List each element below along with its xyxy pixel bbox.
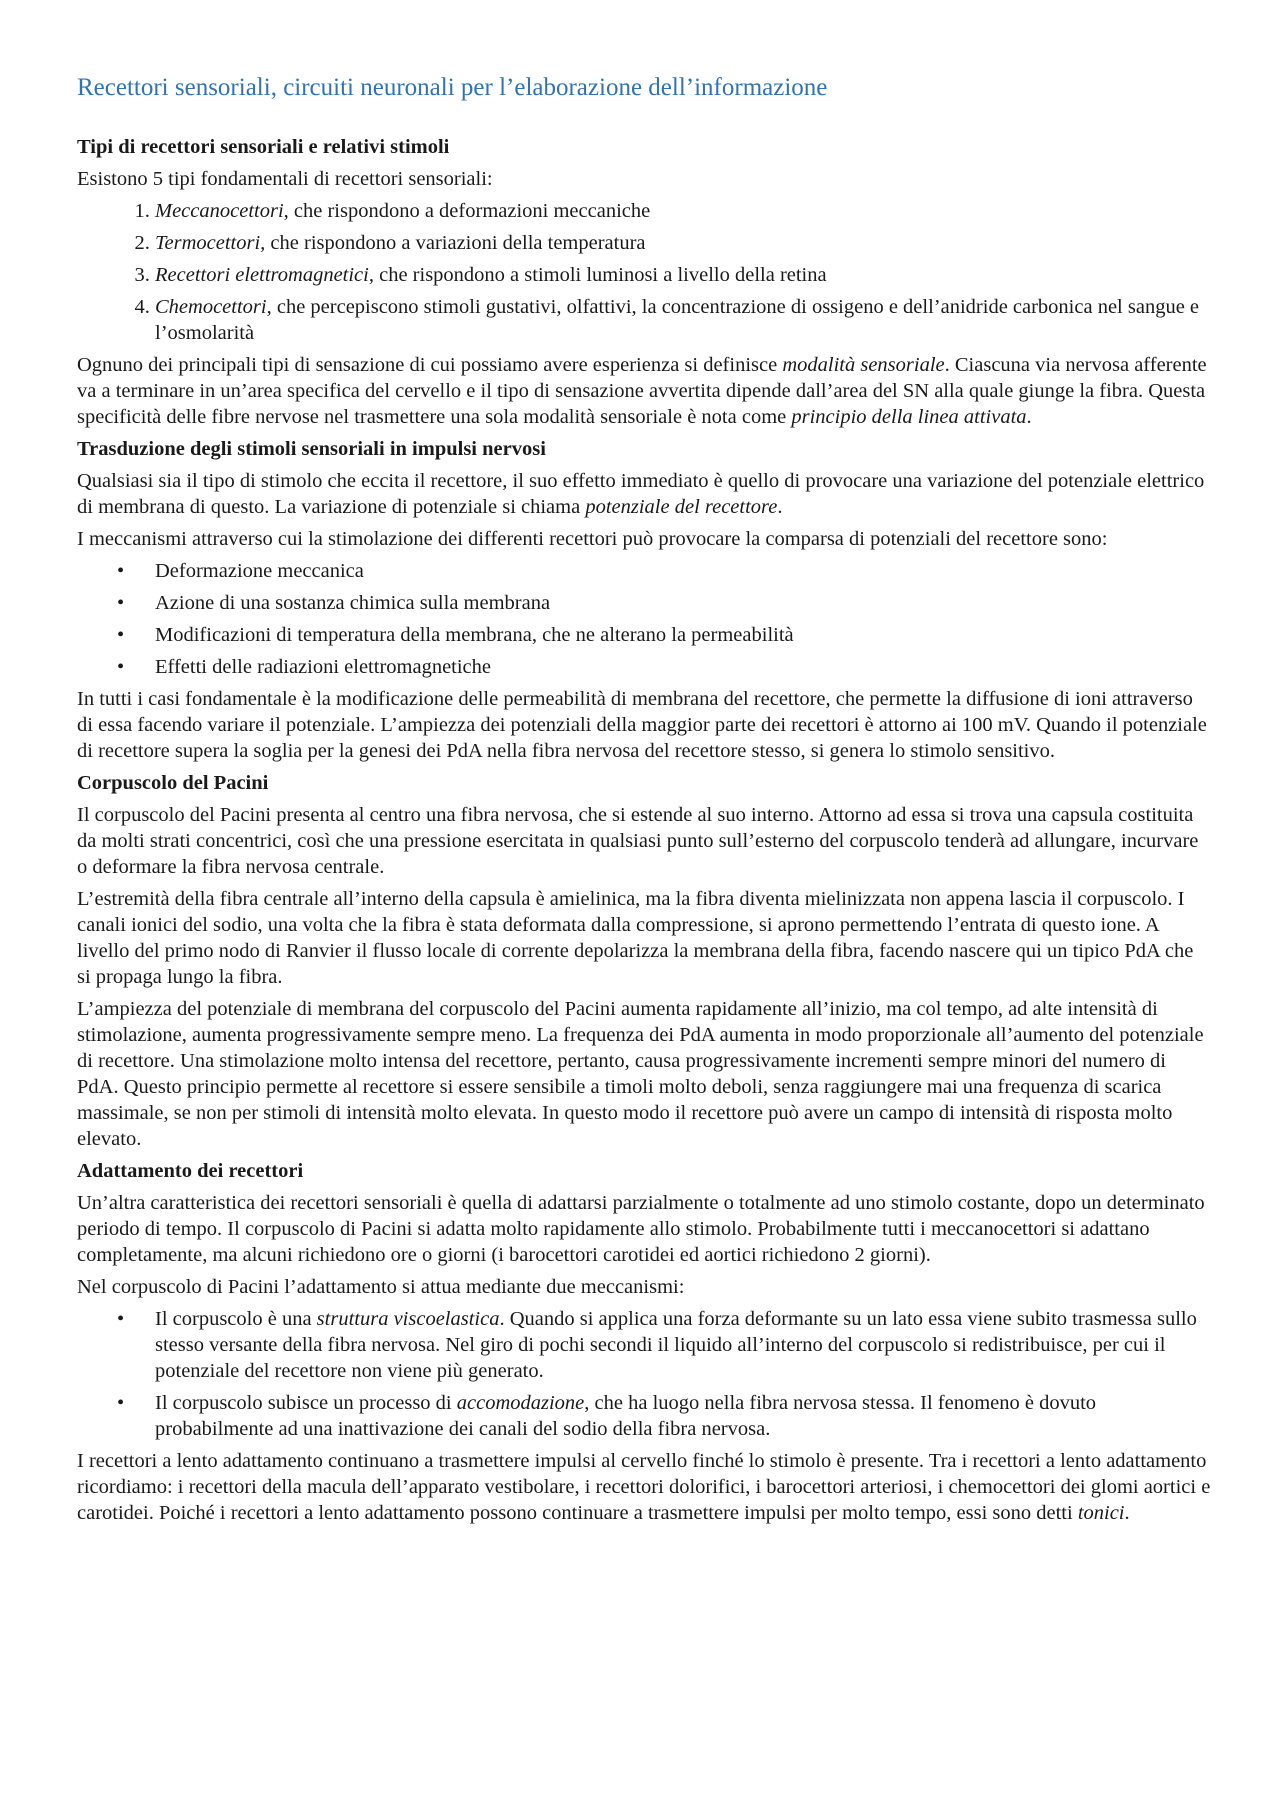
paragraph: L’ampiezza del potenziale di membrana del corpuscolo del Pacini aumenta rapidamente all’inizio, ma col tempo, ad alte intensità di stimolazione, aumenta progressivamente sempre meno. La frequenza dei PdA aumenta in modo proporzionale all’aumento del potenziale di recettore. Una stimolazione molto intensa del recettore, pertanto, causa progressivamente incrementi sempre minori del numero di PdA. Questo principio permette al recettore si essere sensibile a timoli molto deboli, senza raggiungere mai una frequenza di scarica massimale, se non per stimoli di intensità molto elevata. In questo modo il recettore può avere un campo di intensità di risposta molto elevato. (77, 998, 1204, 1150)
list-item: 3. Recettori elettromagnetici, che rispondono a stimoli luminosi a livello della retina (155, 262, 1212, 288)
paragraph: In tutti i casi fondamentale è la modificazione delle permeabilità di membrana del recettore, che permette la diffusione di ioni attraverso di essa facendo variare il potenziale. L’ampiezza dei potenziali della maggior parte dei recettori è attorno ai 100 mV. Quando il potenziale di recettore supera la soglia per la genesi dei PdA nella fibra nervosa del recettore stesso, si genera lo stimolo sensitivo. (77, 688, 1207, 762)
document-page (77, 72, 1212, 1532)
list-item: • Il corpuscolo subisce un processo di accomodazione, che ha luogo nella fibra nervosa stessa. Il fenomeno è dovuto probabilmente ad una inattivazione dei canali del sodio della fibra nervosa. (155, 1390, 1212, 1442)
section-heading-trasduzione: Trasduzione degli stimoli sensoriali in impulsi nervosi (77, 438, 546, 460)
paragraph: I recettori a lento adattamento continuano a trasmettere impulsi al cervello finché lo stimolo è presente. Tra i recettori a lento adattamento ricordiamo: i recettori della macula dell’apparato vestibolare, i recettori dolorifici, i barocettori arteriosi, i chemocettori dei glomi aortici e carotidei. Poiché i recettori a lento adattamento possono continuare a trasmettere impulsi per molto tempo, essi sono detti tonici. (77, 1450, 1211, 1524)
paragraph: Ognuno dei principali tipi di sensazione di cui possiamo avere esperienza si definisce modalità sensoriale. Ciascuna via nervosa afferente va a terminare in un’area specifica del cervello e il tipo di sensazione avvertita dipende dall’area del SN alla quale giunge la fibra. Questa specificità delle fibre nervose nel trasmettere una sola modalità sensoriale è nota come principio della linea attivata. (77, 354, 1207, 428)
document-title: Recettori sensoriali, circuiti neuronali per l’elaborazione dell’informazione (77, 74, 828, 101)
list-item: • Effetti delle radiazioni elettromagnetiche (155, 654, 1212, 680)
paragraph: Esistono 5 tipi fondamentali di recettori sensoriali: (77, 168, 493, 190)
paragraph: Il corpuscolo del Pacini presenta al centro una fibra nervosa, che si estende al suo interno. Attorno ad essa si trova una capsula costituita da molti strati concentrici, così che una pressione esercitata in qualsiasi punto sull’esterno del corpuscolo tenderà ad allungare, incurvare o deformare la fibra nervosa centrale. (77, 804, 1199, 878)
list-item: 4. Chemocettori, che percepiscono stimoli gustativi, olfattivi, la concentrazione di ossigeno e dell’anidride carbonica nel sangue e l’osmolarità (155, 294, 1212, 346)
paragraph: I meccanismi attraverso cui la stimolazione dei differenti recettori può provocare la comparsa di potenziali del recettore sono: (77, 528, 1108, 550)
list-item: • Il corpuscolo è una struttura viscoelastica. Quando si applica una forza deformante su un lato essa viene subito trasmessa sullo stesso versante della fibra nervosa. Nel giro di pochi secondi il liquido all’interno del corpuscolo si redistribuisce, per cui il potenziale del recettore non viene più generato. (155, 1306, 1212, 1384)
section-heading-adattamento: Adattamento dei recettori (77, 1160, 304, 1182)
list-item: 1. Meccanocettori, che rispondono a deformazioni meccaniche (155, 198, 1212, 224)
list-item: 2. Termocettori, che rispondono a variazioni della temperatura (155, 230, 1212, 256)
paragraph: Qualsiasi sia il tipo di stimolo che eccita il recettore, il suo effetto immediato è quello di provocare una variazione del potenziale elettrico di membrana di questo. La variazione di potenziale si chiama potenziale del recettore. (77, 470, 1205, 518)
list-item: • Deformazione meccanica (155, 558, 1212, 584)
list-item: • Azione di una sostanza chimica sulla membrana (155, 590, 1212, 616)
adaptation-mechanisms-list (77, 1306, 1212, 1442)
paragraph: Un’altra caratteristica dei recettori sensoriali è quella di adattarsi parzialmente o totalmente ad uno stimolo costante, dopo un determinato periodo di tempo. Il corpuscolo di Pacini si adatta molto rapidamente allo stimolo. Probabilmente tutti i meccanocettori si adattano completamente, ma alcuni richiedono ore o giorni (i barocettori carotidei ed aortici richiedono 2 giorni). (77, 1192, 1205, 1266)
paragraph: L’estremità della fibra centrale all’interno della capsula è amielinica, ma la fibra diventa mielinizzata non appena lascia il corpuscolo. I canali ionici del sodio, una volta che la fibra è stata deformata dalla compressione, si aprono permettendo l’entrata di questo ione. A livello del primo nodo di Ranvier il flusso locale di corrente depolarizza la membrana della fibra, facendo nascere qui un tipico PdA che si propaga lungo la fibra. (77, 888, 1194, 988)
paragraph: Nel corpuscolo di Pacini l’adattamento si attua mediante due meccanismi: (77, 1276, 685, 1298)
section-heading-pacini: Corpuscolo del Pacini (77, 772, 269, 794)
receptor-types-list (77, 198, 1212, 346)
section-heading-tipi: Tipi di recettori sensoriali e relativi stimoli (77, 136, 450, 158)
list-item: • Modificazioni di temperatura della membrana, che ne alterano la permeabilità (155, 622, 1212, 648)
mechanisms-list (77, 558, 1212, 680)
